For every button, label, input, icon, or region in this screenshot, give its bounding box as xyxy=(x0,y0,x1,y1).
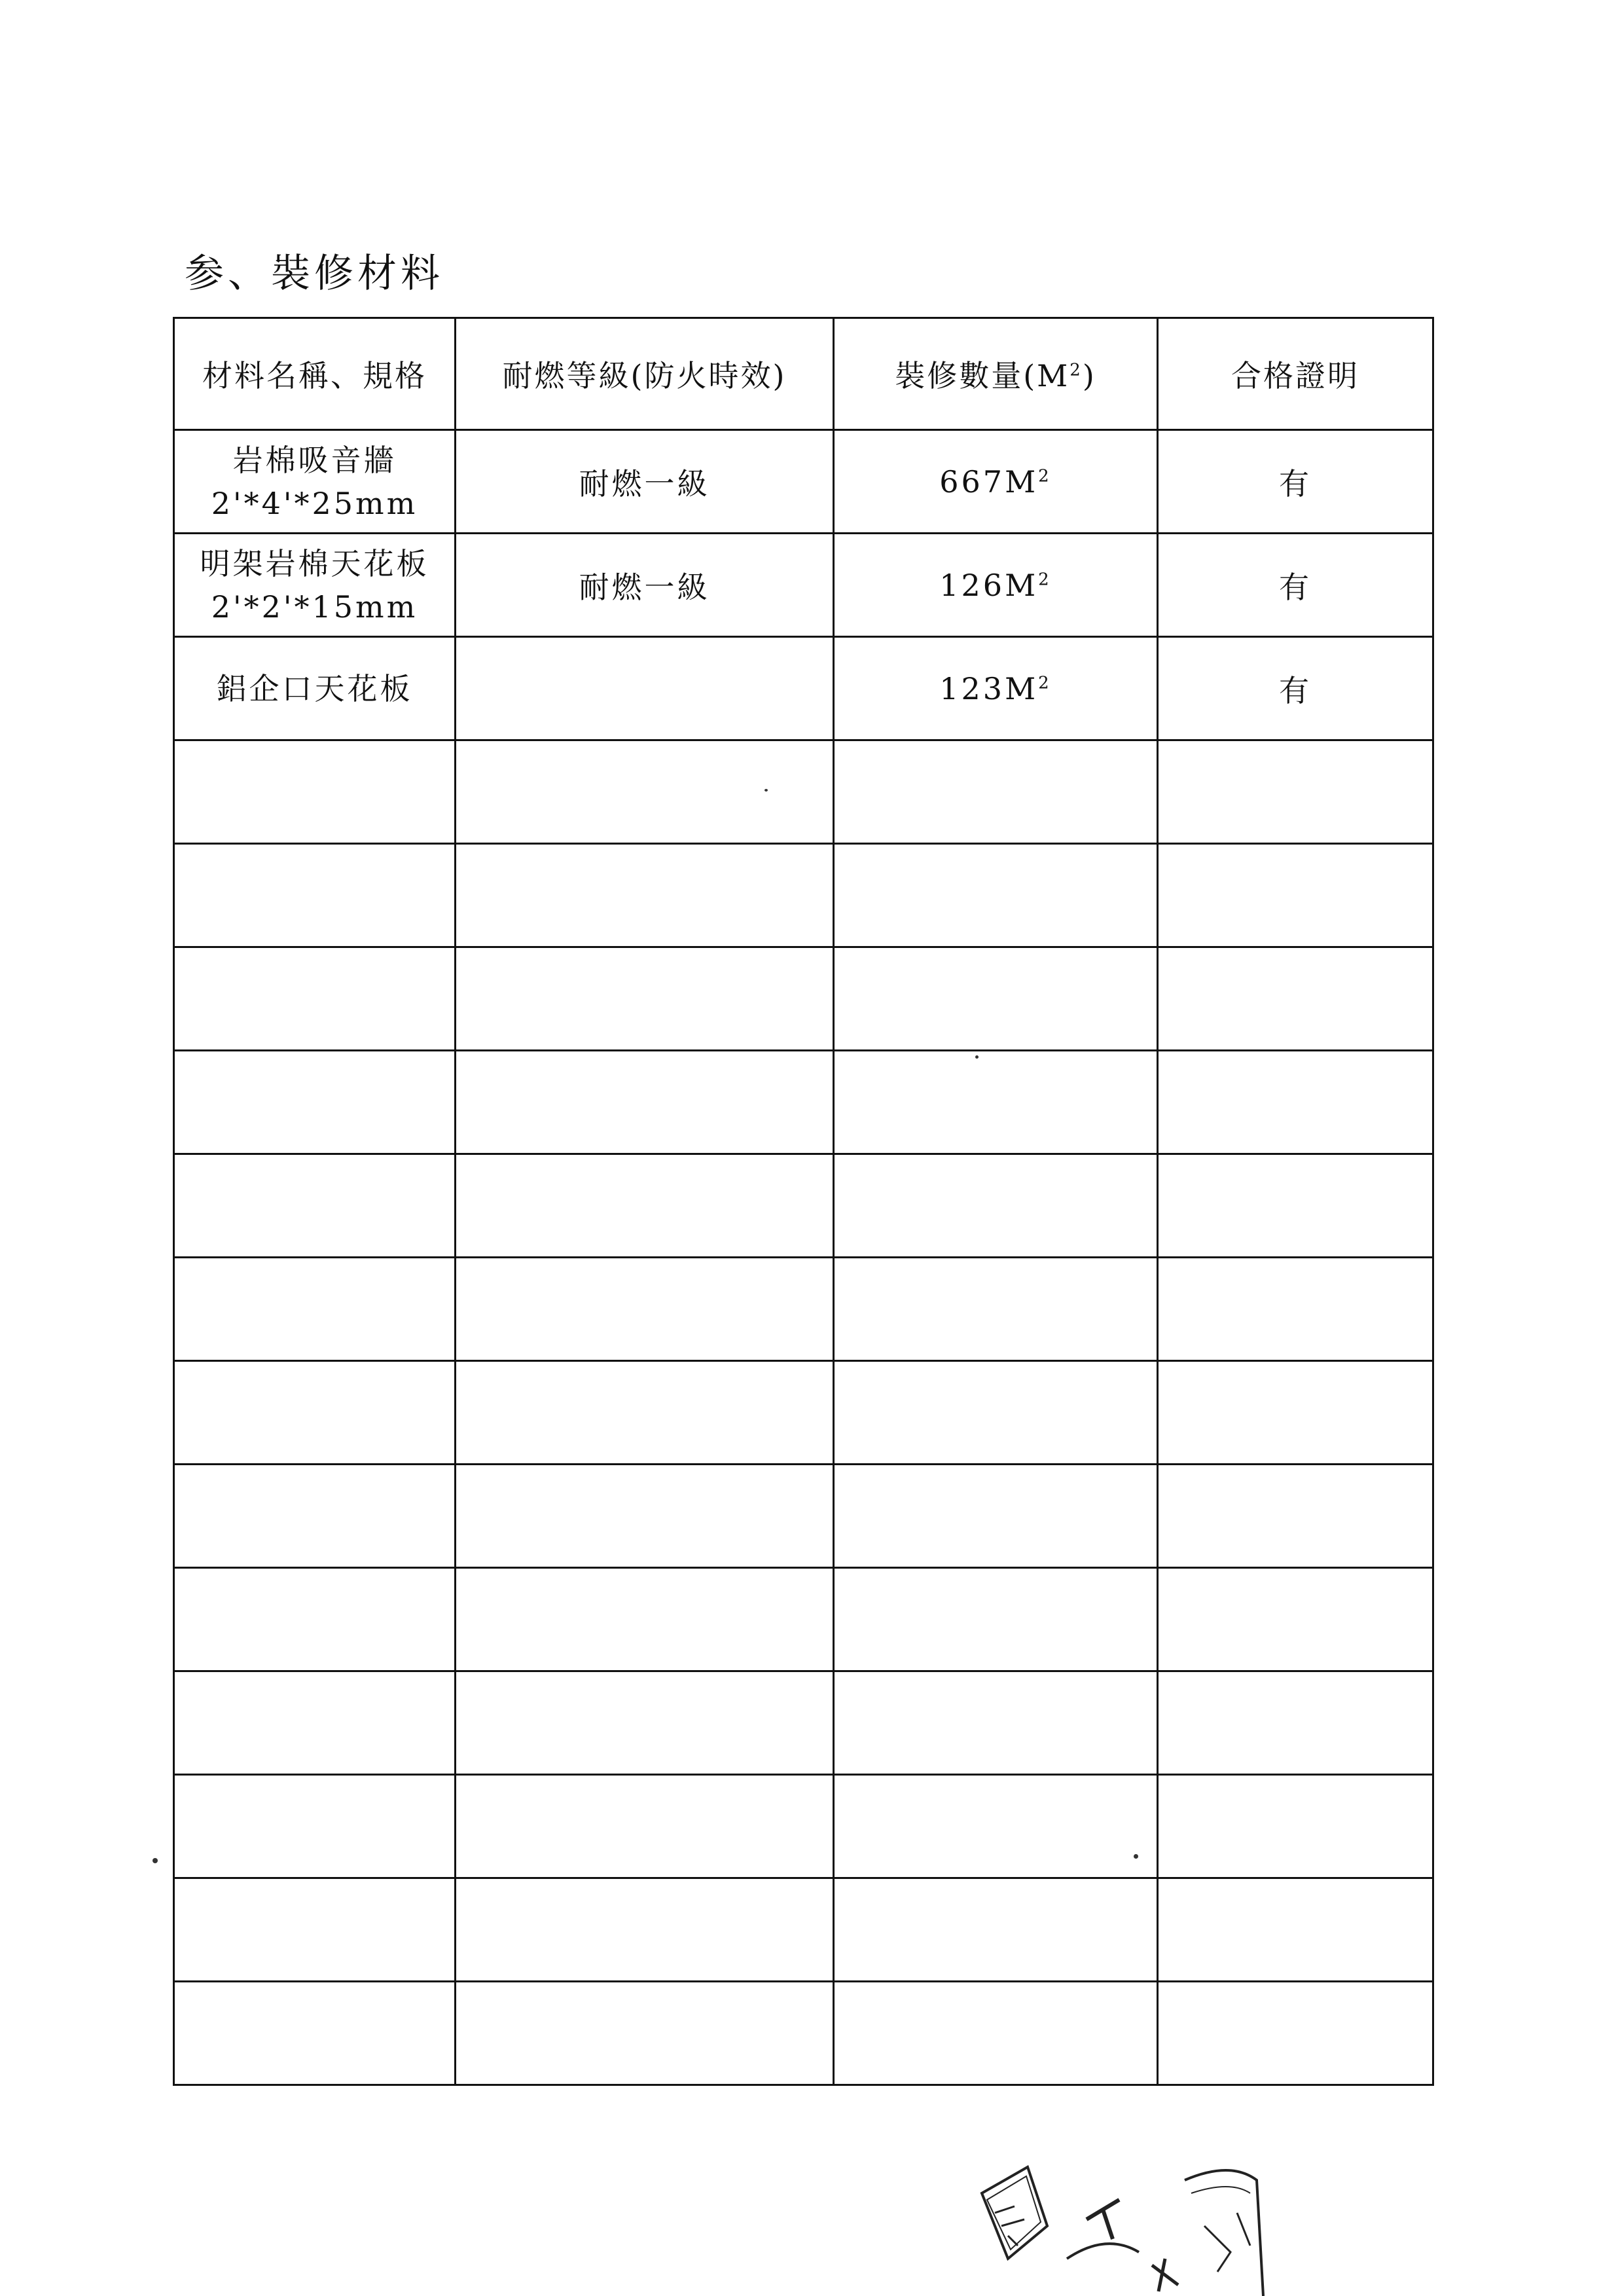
empty-cell xyxy=(1158,844,1433,947)
seal-stamp-icon xyxy=(956,2154,1296,2296)
table-row xyxy=(174,1361,1433,1465)
scan-speck xyxy=(153,1858,158,1863)
quantity-sup: 2 xyxy=(1038,570,1052,590)
table-row xyxy=(174,637,1433,740)
empty-cell xyxy=(456,1878,834,1982)
table-row xyxy=(174,740,1433,844)
quantity-value: 667M xyxy=(939,464,1039,500)
table-row xyxy=(174,1465,1433,1568)
empty-cell xyxy=(1158,1154,1433,1258)
header-fire-rating: 耐燃等級(防火時效) xyxy=(456,318,834,430)
empty-cell xyxy=(174,1051,456,1154)
material-name-cell xyxy=(174,430,456,534)
header-row xyxy=(174,318,1433,430)
fire-rating-cell xyxy=(456,637,834,740)
materials-table xyxy=(173,317,1434,2086)
table-row xyxy=(174,1568,1433,1671)
table-row xyxy=(174,430,1433,534)
table-row xyxy=(174,1878,1433,1982)
empty-cell xyxy=(834,1568,1158,1671)
empty-cell xyxy=(456,1258,834,1361)
empty-cell xyxy=(1158,1775,1433,1878)
table-row xyxy=(174,1258,1433,1361)
empty-cell xyxy=(834,1465,1158,1568)
table-row xyxy=(174,534,1433,637)
certificate-cell: 有 xyxy=(1158,637,1433,740)
material-spec: 2'*4'*25mm xyxy=(211,485,418,521)
empty-cell xyxy=(456,1465,834,1568)
empty-cell xyxy=(456,1671,834,1775)
material-name-cell xyxy=(174,534,456,637)
empty-cell xyxy=(174,844,456,947)
header-quantity xyxy=(834,318,1158,430)
certificate-cell: 有 xyxy=(1158,534,1433,637)
quantity-value: 126M xyxy=(939,567,1039,603)
empty-cell xyxy=(174,947,456,1051)
material-name: 明架岩棉天花板 xyxy=(200,545,429,581)
empty-cell xyxy=(834,1258,1158,1361)
empty-cell xyxy=(1158,1878,1433,1982)
certificate-cell: 有 xyxy=(1158,430,1433,534)
official-seal-stamp xyxy=(956,2154,1296,2296)
empty-cell xyxy=(174,1361,456,1465)
empty-cell xyxy=(1158,1361,1433,1465)
empty-cell xyxy=(1158,1671,1433,1775)
header-quantity-label: 裝修數量(M xyxy=(895,358,1070,393)
quantity-cell xyxy=(834,430,1158,534)
empty-cell xyxy=(174,1671,456,1775)
header-quantity-sup: 2 xyxy=(1070,360,1083,380)
material-name: 鋁企口天花板 xyxy=(216,670,413,706)
empty-cell xyxy=(1158,1568,1433,1671)
empty-cell xyxy=(456,740,834,844)
empty-cell xyxy=(834,844,1158,947)
fire-rating-cell: 耐燃一級 xyxy=(456,430,834,534)
empty-cell xyxy=(1158,947,1433,1051)
empty-cell xyxy=(834,1154,1158,1258)
empty-cell xyxy=(174,1982,456,2085)
quantity-value: 123M xyxy=(939,670,1039,706)
table-row xyxy=(174,1671,1433,1775)
quantity-cell xyxy=(834,637,1158,740)
empty-cell xyxy=(834,1878,1158,1982)
empty-cell xyxy=(456,947,834,1051)
table-row xyxy=(174,1982,1433,2085)
empty-cell xyxy=(174,740,456,844)
header-material-name: 材料名稱、規格 xyxy=(174,318,456,430)
empty-cell xyxy=(456,844,834,947)
section-title: 参、裝修材料 xyxy=(185,251,444,297)
empty-cell xyxy=(456,1051,834,1154)
empty-cell xyxy=(834,1775,1158,1878)
empty-cell xyxy=(834,1671,1158,1775)
empty-cell xyxy=(456,1568,834,1671)
empty-cell xyxy=(174,1465,456,1568)
empty-cell xyxy=(1158,740,1433,844)
table-row xyxy=(174,844,1433,947)
table-row xyxy=(174,1051,1433,1154)
empty-cell xyxy=(1158,1258,1433,1361)
fire-rating-cell: 耐燃一級 xyxy=(456,534,834,637)
empty-cell xyxy=(834,1051,1158,1154)
header-certificate: 合格證明 xyxy=(1158,318,1433,430)
empty-cell xyxy=(1158,1051,1433,1154)
material-spec: 2'*2'*15mm xyxy=(211,589,418,625)
empty-cell xyxy=(456,1982,834,2085)
empty-cell xyxy=(174,1154,456,1258)
empty-cell xyxy=(456,1361,834,1465)
quantity-sup: 2 xyxy=(1038,466,1052,486)
empty-cell xyxy=(174,1775,456,1878)
empty-cell xyxy=(834,947,1158,1051)
empty-cell xyxy=(174,1258,456,1361)
material-name: 岩棉吸音牆 xyxy=(232,442,397,478)
empty-cell xyxy=(834,1982,1158,2085)
quantity-sup: 2 xyxy=(1038,673,1052,693)
empty-cell xyxy=(456,1154,834,1258)
header-quantity-suffix: ) xyxy=(1082,358,1096,393)
empty-cell xyxy=(1158,1982,1433,2085)
material-name-cell xyxy=(174,637,456,740)
table-row xyxy=(174,1775,1433,1878)
table-row xyxy=(174,1154,1433,1258)
empty-cell xyxy=(174,1878,456,1982)
empty-cell xyxy=(174,1568,456,1671)
quantity-cell xyxy=(834,534,1158,637)
empty-cell xyxy=(834,1361,1158,1465)
empty-cell xyxy=(456,1775,834,1878)
empty-cell xyxy=(834,740,1158,844)
table-row xyxy=(174,947,1433,1051)
empty-cell xyxy=(1158,1465,1433,1568)
